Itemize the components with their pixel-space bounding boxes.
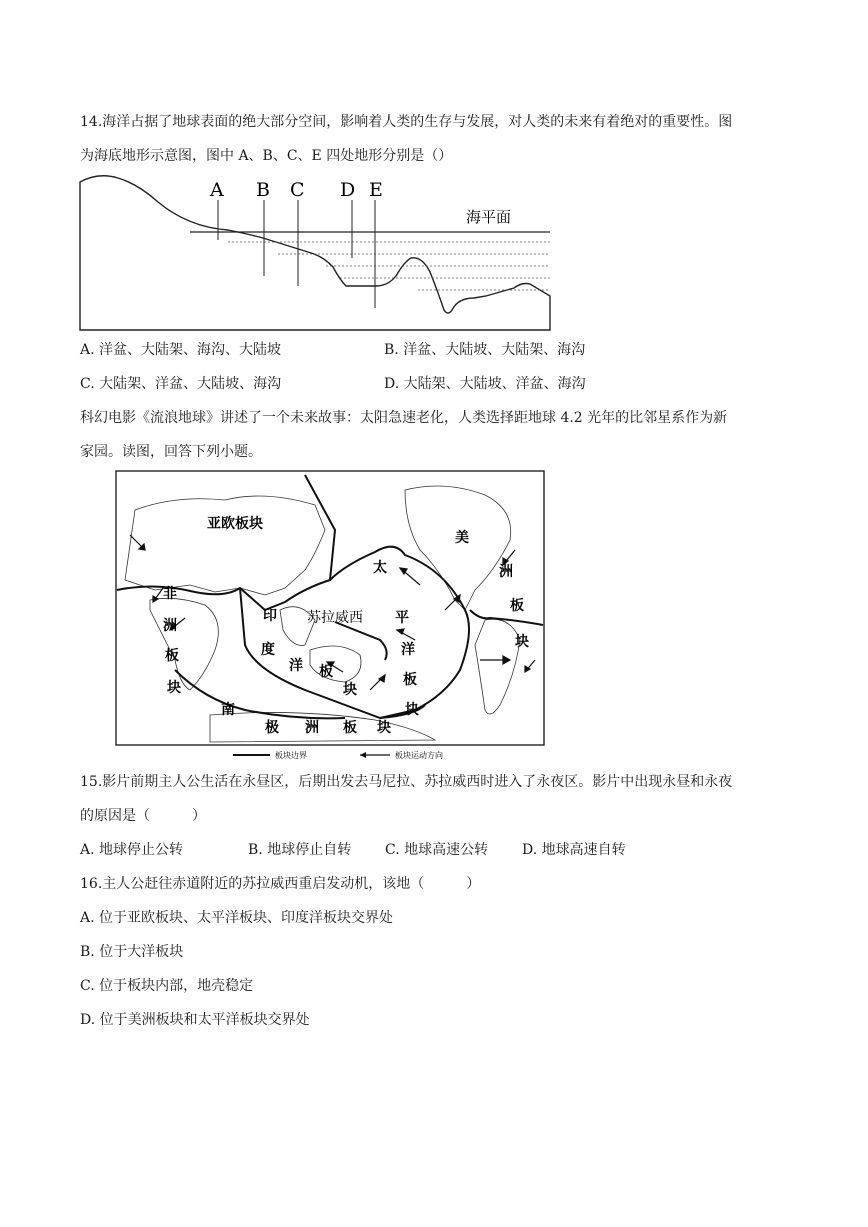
q14-stem-line2: 为海底地形示意图，图中 A、B、C、E 四处地形分别是（） (80, 148, 453, 164)
label-indian-4: 板 (319, 664, 333, 680)
label-america-3: 板 (510, 598, 524, 614)
q15-stem-line1: 15.影片前期主人公生活在永昼区，后期出发去马尼拉、苏拉威西时进入了永夜区。影片中出现永昼和永夜 (80, 774, 733, 790)
label-antarctic-1: 南 (221, 702, 235, 718)
label-antarctic-4: 板 (343, 720, 357, 736)
q16-option-b[interactable]: B. 位于大洋板块 (80, 944, 184, 960)
intro-line1: 科幻电影《流浪地球》讲述了一个未来故事：太阳急速老化，人类选择距地球 4.2 光年的比邻星系作为新 (80, 410, 728, 426)
q16-stem: 16.主人公赶往赤道附近的苏拉威西重启发动机，该地（ ） (80, 876, 481, 892)
diagram-label-c: C (290, 179, 305, 201)
q16-option-d[interactable]: D. 位于美洲板块和太平洋板块交界处 (80, 1012, 310, 1028)
label-africa-4: 块 (167, 680, 181, 696)
diagram-label-b: B (256, 179, 270, 201)
q14-option-a[interactable]: A. 洋盆、大陆架、海沟、大陆坡 (80, 342, 282, 358)
legend-direction: 板块运动方向 (395, 751, 443, 760)
seabed-diagram (78, 172, 558, 332)
q14-option-c[interactable]: C. 大陆架、洋盆、大陆坡、海沟 (80, 376, 282, 392)
label-pacific-2: 平 (395, 610, 409, 626)
label-antarctic-3: 洲 (305, 720, 319, 736)
label-africa-1: 非 (163, 586, 177, 602)
q14-option-b[interactable]: B. 洋盆、大陆坡、大陆架、海沟 (384, 342, 586, 358)
label-eurasia-plate: 亚欧板块 (207, 516, 263, 532)
label-antarctic-5: 块 (377, 720, 391, 736)
q14-stem-line1: 14.海洋占据了地球表面的绝大部分空间，影响着人类的生存与发展，对人类的未来有着绝对的重要性。图 (80, 114, 733, 130)
q15-option-a[interactable]: A. 地球停止公转 (80, 842, 184, 858)
label-indian-5: 块 (343, 682, 357, 698)
diagram-label-e: E (369, 179, 383, 201)
label-indian-1: 印 (263, 608, 277, 624)
label-indian-2: 度 (261, 642, 275, 658)
label-america-2: 洲 (499, 564, 513, 580)
label-america-1: 美 (455, 530, 469, 546)
label-antarctic-2: 极 (265, 720, 279, 736)
label-indian-3: 洋 (289, 658, 303, 674)
label-africa-2: 洲 (163, 618, 177, 634)
label-sulawesi: 苏拉威西 (307, 610, 363, 626)
q16-option-c[interactable]: C. 位于板块内部，地壳稳定 (80, 978, 254, 994)
label-pacific-5: 块 (405, 702, 419, 718)
diagram-label-d: D (340, 179, 356, 201)
plate-map (115, 470, 545, 760)
q15-option-b[interactable]: B. 地球停止自转 (248, 842, 352, 858)
intro-line2: 家园。读图，回答下列小题。 (80, 444, 262, 460)
label-pacific-4: 板 (403, 672, 417, 688)
diagram-label-a: A (210, 179, 224, 201)
q15-option-c[interactable]: C. 地球高速公转 (385, 842, 489, 858)
q15-stem-line2: 的原因是（ ） (80, 808, 206, 824)
label-pacific-3: 洋 (401, 642, 415, 658)
label-america-4: 块 (515, 634, 529, 650)
legend-boundary: 板块边界 (275, 751, 307, 760)
q16-option-a[interactable]: A. 位于亚欧板块、太平洋板块、印度洋板块交界处 (80, 910, 394, 926)
q15-option-d[interactable]: D. 地球高速自转 (522, 842, 626, 858)
label-pacific-1: 太 (373, 560, 387, 576)
q14-option-d[interactable]: D. 大陆架、大陆坡、洋盆、海沟 (384, 376, 586, 392)
label-africa-3: 板 (165, 648, 179, 664)
sea-level-label: 海平面 (466, 208, 512, 226)
